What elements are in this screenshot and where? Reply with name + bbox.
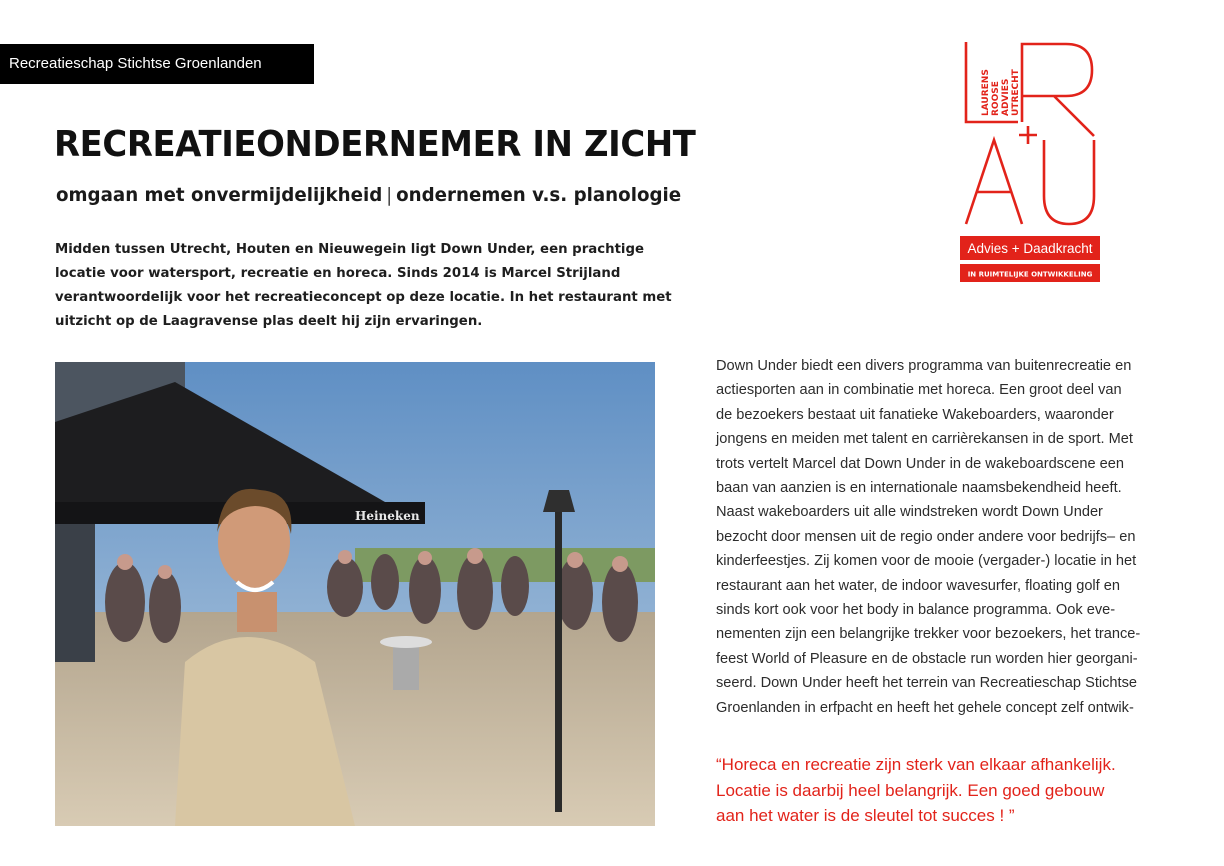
body-line: kinderfeestjes. Zij komen voor de mooie (vergader-) locatie in het [716, 553, 1137, 570]
body-line: actiesporten aan in combinatie met horeca. Een groot deel van [716, 382, 1122, 399]
logo-subline: IN RUIMTELIJKE ONTWIKKELING [967, 270, 1093, 279]
photo-scene [55, 362, 655, 826]
body-line: bezocht door mensen uit de regio onder andere voor bedrijfs– en [716, 528, 1136, 545]
body-line: jongens en meiden met talent en carrièrekansen in de sport. Met [716, 431, 1133, 448]
logo-vertical-4: UTRECHT [1011, 69, 1021, 116]
logo-vertical-3: ADVIES [1001, 78, 1011, 116]
article-title: RECREATIEONDERNEMER IN ZICHT [54, 124, 696, 165]
body-line: sinds kort ook voor het body in balance programma. Ook eve- [716, 602, 1116, 619]
logo-vertical-1: LAURENS [981, 69, 991, 116]
body-line: restaurant aan het water, de indoor wavesurfer, floating golf en [716, 577, 1121, 594]
body-line: Groenlanden in erfpacht en heeft het gehele concept zelf ontwik- [716, 699, 1134, 716]
quote-line: aan het water is de sleutel tot succes ! ” [716, 806, 1015, 825]
body-line: nementen zijn een belangrijke trekker voor bezoekers, het trance- [716, 626, 1141, 643]
lrau-logo [958, 38, 1106, 288]
logo-tagline: Advies + Daadkracht [967, 241, 1093, 256]
pull-quote [716, 752, 1186, 829]
body-line: seerd. Down Under heeft het terrein van Recreatieschap Stichtse [716, 675, 1138, 692]
logo-vertical-2: ROOSE [991, 81, 1001, 116]
body-line: trots vertelt Marcel dat Down Under in de wakeboardscene een [716, 455, 1125, 472]
body-line: baan van aanzien is en internationale naamsbekendheid heeft. [716, 480, 1122, 497]
article-body [716, 354, 1176, 720]
umbrella-brand-text: Heineken [355, 509, 420, 523]
body-line: de bezoekers bestaat uit fanatieke Wakeboarders, waaronder [716, 406, 1114, 423]
body-line: feest World of Pleasure en de obstacle run worden hier georgani- [716, 650, 1138, 667]
body-line: Naast wakeboarders uit alle windstreken wordt Down Under [716, 504, 1103, 521]
quote-line: “Horeca en recreatie zijn sterk van elkaar afhankelijk. [716, 755, 1116, 774]
article-subtitle [56, 184, 681, 206]
article-photo [55, 362, 655, 826]
subtitle-right: ondernemen v.s. planologie [396, 184, 682, 206]
article-intro: Midden tussen Utrecht, Houten en Nieuwegein ligt Down Under, een prachtige locatie voor watersport, recreatie en horeca. Sinds 2014 is Marcel Strijland verantwoordelijk voor het recreatieconcept op deze locatie. In het restaurant met uitzicht op de Laagravense plas deelt hij zijn ervaringen. [55, 242, 672, 329]
quote-line: Locatie is daarbij heel belangrijk. Een goed gebouw [716, 780, 1105, 800]
subtitle-left: omgaan met onvermijdelijkheid [56, 184, 383, 206]
body-line: Down Under biedt een divers programma van buitenrecreatie en [716, 358, 1132, 374]
section-tag: Recreatieschap Stichtse Groenlanden [0, 44, 314, 84]
subtitle-separator: | [386, 184, 393, 206]
